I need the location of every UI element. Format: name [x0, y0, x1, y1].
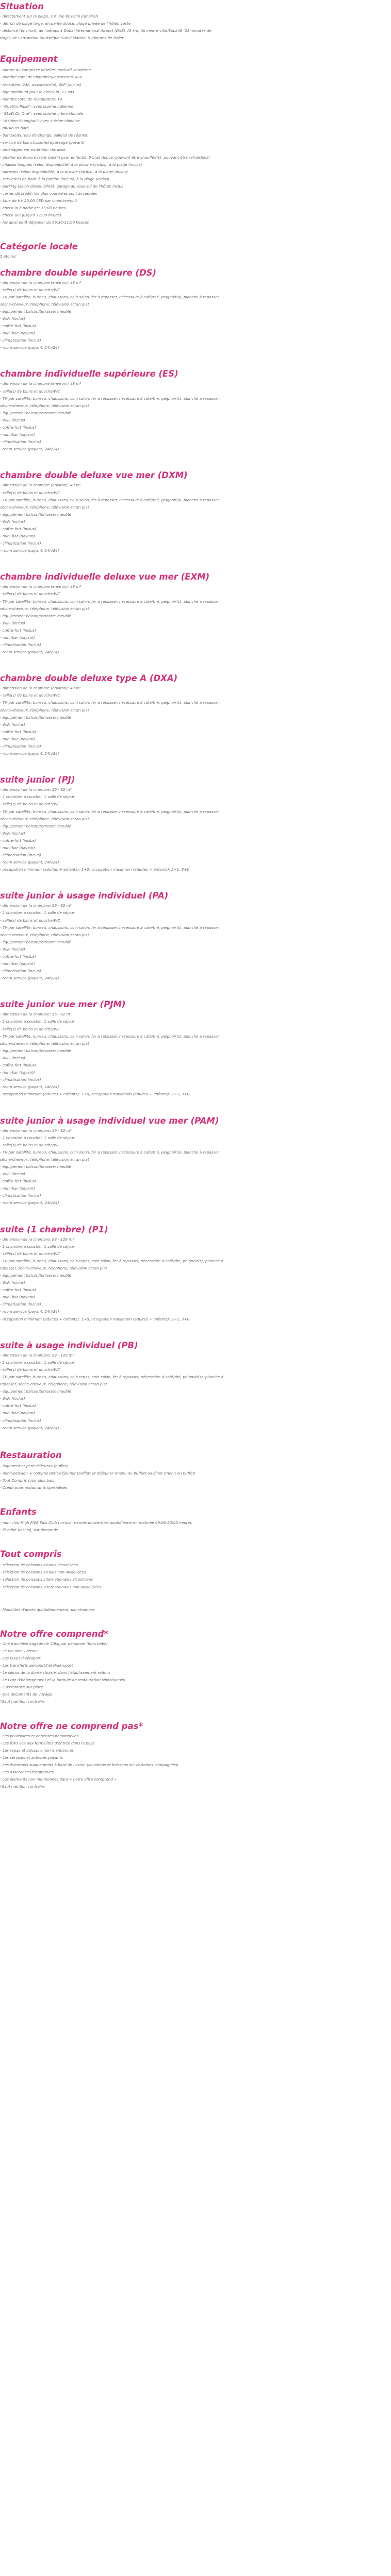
list-item: - Le type d'hébergement et la formule de restauration sélectionnés — [0, 1677, 125, 1683]
list-item: - mini-bar (payant) — [0, 1295, 35, 1300]
section-title-suite-usage-individuel: suite à usage individuel (PB) — [0, 1340, 138, 1350]
list-item: - service de blanchisserie/repassage (payant) — [0, 140, 85, 145]
section-lines-chambre-double-deluxe-vue-mer — [0, 482, 391, 554]
list-item: trajet, de l'attraction touristique Dubai Marina: 5 minutes de trajet — [0, 36, 124, 41]
list-item: - coffre-fort (inclus) — [0, 1403, 36, 1409]
section-lines-notre-offre-ne-comprend-pas — [0, 1733, 391, 1791]
list-item: - "Maiden Shanghai": avec cuisine chinoise — [0, 118, 80, 124]
list-item: - climatisation (inclus) — [0, 338, 41, 343]
section-chambre-double-deluxe-vue-mer — [0, 470, 391, 554]
section-title-equipement: Equipement — [0, 54, 58, 64]
section-restauration — [0, 1450, 391, 1492]
list-item: - dimension de la chambre: 56 - 82 m² — [0, 903, 72, 908]
list-item: *Sauf mention contraire — [0, 1784, 45, 1789]
list-item: - occupation minimum (adultes + enfants): 1+0, occupation maximum (adultes + enfants): 2+1, 3+0 — [0, 1092, 190, 1097]
section-suite-junior-vue-mer — [0, 999, 391, 1098]
section-lines-categorie-locale — [0, 253, 391, 260]
section-title-chambre-double-deluxe-vue-mer: chambre double deluxe vue mer (DXM) — [0, 470, 188, 481]
list-item: - coffre-fort (inclus) — [0, 324, 36, 329]
list-item: - dimension de la chambre (environ): 48 m² — [0, 280, 82, 285]
section-title-categorie-locale: Catégorie locale — [0, 242, 78, 252]
list-item: - mini-bar (payant) — [0, 1070, 35, 1075]
section-lines-enfants — [0, 1519, 391, 1534]
list-item: - "BLVD On One": avec cuisine internationale — [0, 111, 84, 116]
list-item: - coffre-fort (inclus) — [0, 526, 36, 531]
list-item: - coffre-fort (inclus) — [0, 425, 36, 430]
list-item: - équipement balcon/terrasse: meublé — [0, 1273, 71, 1278]
list-item: sèche-cheveux, téléphone, télévision écran plat — [0, 504, 89, 510]
list-item: - TV par satellite, bureau, chaussons, coin salon, fer à repasser, nécessaire à café/thé, peignoir(s), planche à repasser, — [0, 809, 220, 814]
list-item: - salle(s) de bains et douche/WC — [0, 490, 60, 495]
list-item: - équipement balcon/terrasse: meublé — [0, 1164, 71, 1169]
section-title-suite-1-chambre: suite (1 chambre) (P1) — [0, 1224, 108, 1234]
list-item: sèche-cheveux, téléphone, télévision écran plat — [0, 1041, 89, 1046]
list-item: - banque/bureau de change, salle(s) de réunion — [0, 133, 89, 138]
list-item: - room service (payant, 24h/24) — [0, 1425, 59, 1430]
list-item: - équipement balcon/terrasse: meublé — [0, 1389, 71, 1394]
list-item: - salle(s) de bains et douche/WC — [0, 388, 60, 394]
list-item: - room service (payant, 24h/24) — [0, 1309, 59, 1314]
section-title-chambre-double-deluxe-type-a: chambre double deluxe type A (DXA) — [0, 673, 178, 684]
section-categorie-locale — [0, 242, 391, 260]
list-item: - équipement balcon/terrasse: meublé — [0, 512, 71, 517]
list-item: sèche-cheveux, téléphone, télévision écran plat — [0, 403, 89, 408]
list-item: - WiFi (inclus) — [0, 831, 25, 836]
list-item: - aménagement extérieur: terrasse — [0, 147, 66, 152]
list-item: - WiFi (inclus) — [0, 417, 25, 422]
list-item: - room service (payant, 24h/24) — [0, 548, 59, 553]
list-item: sèche-cheveux, téléphone, télévision écran plat — [0, 1157, 89, 1162]
list-item: - WiFi (inclus) — [0, 1280, 25, 1285]
list-item: repasser, sèche-cheveux, téléphone, télévision écran plat — [0, 1382, 107, 1387]
list-item: - sélection de boissons locales alcoolisées — [0, 1563, 78, 1568]
list-item: - Le vol aller / retour — [0, 1648, 38, 1653]
section-title-chambre-individuelle-deluxe-vue-mer: chambre individuelle deluxe vue mer (EXM) — [0, 572, 210, 582]
list-item: - piscine extérieure (sans bassin pour enfants): 5 bras douce, pouvant être chauffée(s), pouvant être rafraichies( — [0, 155, 210, 160]
list-item: - mini-bar (payant) — [0, 1411, 35, 1416]
section-notre-offre-comprend — [0, 1629, 391, 1706]
section-title-chambre-individuelle-superieure: chambre individuelle supérieure (ES) — [0, 369, 178, 379]
section-equipement — [0, 54, 391, 226]
list-item: - coffre-fort (inclus) — [0, 1287, 36, 1293]
list-item: - Tout Compris (voir plus bas) — [0, 1478, 55, 1483]
list-item: - équipement balcon/terrasse: meublé — [0, 715, 71, 720]
section-title-enfants: Enfants — [0, 1507, 37, 1517]
section-lines-chambre-individuelle-superieure — [0, 380, 391, 453]
list-item: - coffre-fort (inclus) — [0, 838, 36, 843]
list-item: - Le séjour de la durée choisie, dans l'établissement retenu — [0, 1670, 110, 1675]
section-lines-chambre-double-superieure — [0, 279, 391, 352]
list-item: - mini-bar (payant) — [0, 736, 35, 741]
list-item: - parking (selon disponibilité): garage au sous-sol de l'hôtel: inclus — [0, 183, 123, 189]
list-item: - nature du complexe hôtelier: exclusif, moderne — [0, 67, 91, 73]
section-chambre-double-superieure — [0, 268, 391, 352]
list-item: - room service (payant, 24h/24) — [0, 976, 59, 981]
list-item: - salle(s) de bains et douche/WC — [0, 918, 60, 923]
list-item: - climatisation (inclus) — [0, 744, 41, 749]
section-enfants — [0, 1507, 391, 1534]
section-title-restauration: Restauration — [0, 1450, 62, 1460]
section-suite-junior — [0, 775, 391, 873]
section-lines-suite-1-chambre — [0, 1236, 391, 1323]
list-item: - mini-bar (payant) — [0, 845, 35, 850]
list-item: sèche-cheveux, téléphone, télévision écran plat — [0, 606, 89, 611]
list-item: - WiFi (inclus) — [0, 519, 25, 524]
list-item: - climatisation (inclus) — [0, 439, 41, 445]
list-item: - TV par satellite, bureau, chaussons, coin salon, fer à repasser, nécessaire à café/thé, peignoir(s), planche à repasser, — [0, 599, 220, 604]
list-item: - coffre-fort (inclus) — [0, 954, 36, 959]
list-item: - Les pourboires et dépenses personnelles — [0, 1733, 79, 1738]
section-title-suite-junior-usage-individuel: suite junior à usage individuel (PA) — [0, 891, 169, 901]
list-item: - nombre total de restaurants: 14 — [0, 96, 62, 101]
section-title-suite-junior-vue-mer: suite junior vue mer (PJM) — [0, 999, 126, 1010]
section-lines-chambre-double-deluxe-type-a — [0, 685, 391, 757]
list-item: - occupation minimum (adultes + enfants): 1+0, occupation maximum (adultes + enfants): 2+1, 3+0 — [0, 867, 190, 872]
list-item: - salle(s) de bains et douche/WC — [0, 287, 60, 292]
list-item: - WiFi (inclus) — [0, 946, 25, 952]
list-item: - dimension de la chambre: 56 - 82 m² — [0, 787, 72, 792]
list-item: - room service (payant, 24h/24) — [0, 345, 59, 350]
list-item: - 1 chambre à coucher, 1 salle de séjour — [0, 1135, 75, 1140]
section-lines-restauration — [0, 1463, 391, 1492]
list-item: repasser, sèche-cheveux, téléphone, télévision écran plat — [0, 1265, 107, 1270]
list-item: - check-in à partir de: 15:00 heures — [0, 206, 66, 211]
section-title-situation: Situation — [0, 2, 44, 11]
section-title-chambre-double-superieure: chambre double supérieure (DS) — [0, 267, 157, 278]
list-item: - mini-bar (payant) — [0, 534, 35, 539]
list-item: - TV par satellite, bureau, chaussons, coin repas, coin salon, fer à repasser, nécessaire à café/thé, peignoir(s), planche à — [0, 1374, 224, 1379]
list-item: - dimension de la chambre: 56 - 82 m² — [0, 1128, 72, 1133]
list-item: - climatisation (inclus) — [0, 1077, 41, 1082]
list-item: - climatisation (inclus) — [0, 1418, 41, 1423]
list-item: - équipement balcon/terrasse: meublé — [0, 410, 71, 415]
list-item: - TV par satellite, bureau, chaussons, coin salon, fer à repasser, nécessaire à café/thé, peignoir(s), planche à repasser, — [0, 294, 220, 299]
list-item: - dimension de la chambre (environ): 48 m² — [0, 483, 82, 488]
list-item: - coffre-fort (inclus) — [0, 628, 36, 633]
list-item: - L'assistance sur place — [0, 1685, 43, 1690]
section-suite-junior-usage-individuel-vue-mer — [0, 1116, 391, 1207]
list-item: - dimension de la chambre (environ): 48 m² — [0, 584, 82, 589]
list-item: - mini club High FIVE Kids Club (inclus), heures douverture quotidienne en matinée 09:00-20:00 heures — [0, 1520, 192, 1526]
list-item: - Les éventuels suppléments à bord de l'avion (collations et boissons sur certaines compagnies) — [0, 1762, 178, 1767]
list-item: - salle(s) de bains et douche/WC — [0, 802, 60, 807]
list-item: - équipement balcon/terrasse: meublé — [0, 939, 71, 944]
list-item: - Les éléments non mentionnés dans « notre offre comprend » — [0, 1777, 117, 1782]
list-item: - détroit de plage large, en pente douce, plage privée de l'hôtel: vaste — [0, 21, 131, 26]
list-item: sèche-cheveux, téléphone, télévision écran plat — [0, 816, 89, 821]
list-item: - room service (payant, 24h/24) — [0, 650, 59, 655]
list-item: - coffre-fort (inclus) — [0, 729, 36, 734]
list-item: - mini-bar (payant) — [0, 432, 35, 437]
list-item: 5 étoiles — [0, 254, 16, 259]
list-item: - mini-bar (payant) — [0, 331, 35, 336]
list-item: - sélection de boissons internationales alcoolisées — [0, 1577, 93, 1582]
section-chambre-individuelle-deluxe-vue-mer — [0, 572, 391, 656]
section-lines-notre-offre-comprend — [0, 1640, 391, 1706]
list-item: - les ainsi petit-déjeuner du 06:30-11:00 heures — [0, 220, 89, 225]
list-item: - room service (payant, 24h/24) — [0, 751, 59, 756]
list-item: - salle(s) de bains et douche/WC — [0, 693, 60, 698]
list-item: - Une franchise bagage de 23kg par personne (hors bébé) — [0, 1641, 108, 1646]
list-item: - serviettes de bain: à la piscine (inclus), à la plage (inclus) — [0, 176, 110, 181]
list-item: - climatisation (inclus) — [0, 969, 41, 974]
section-lines-tout-compris — [0, 1562, 391, 1590]
section-lines-suite-usage-individuel — [0, 1352, 391, 1432]
list-item: - sélection de boissons locales non alcoolisées — [0, 1570, 86, 1575]
list-item: - WiFi (inclus) — [0, 722, 25, 727]
list-item: - WiFi (inclus) — [0, 1055, 25, 1060]
list-item: - TV par satellite, bureau, chaussons, coin salon, fer à repasser, nécessaire à café/thé, peignoir(s), planche à repasser, — [0, 396, 220, 401]
section-tout-compris — [0, 1549, 391, 1590]
list-item: - room service (payant, 24h/24) — [0, 1084, 59, 1090]
list-item: - salle(s) de bains et douche/WC — [0, 591, 60, 597]
list-item: - salle(s) de bains et douche/WC — [0, 1026, 60, 1031]
list-item: - réception: 24h, assistance(s), WiFi (inclus) — [0, 82, 82, 87]
list-item: - Crédit pour restaurants spécialisés — [0, 1485, 68, 1490]
section-lines-chambre-individuelle-deluxe-vue-mer — [0, 583, 391, 656]
list-item: - salle(s) de bains et douche/WC — [0, 1251, 60, 1256]
list-item: - logement et petit-déjeuner (buffet) — [0, 1463, 68, 1468]
list-item: - plusieurs bars — [0, 126, 29, 131]
list-item: - dimension de la chambre: 56 - 82 m² — [0, 1012, 72, 1017]
list-item: - équipement balcon/terrasse: meublé — [0, 1048, 71, 1053]
section-lines-suite-junior — [0, 786, 391, 873]
list-item: - Les transferts aéroport/hôtel/aéroport — [0, 1663, 73, 1668]
list-item: - mini-bar (payant) — [0, 1186, 35, 1191]
list-item: - 1 chambre à coucher, 1 salle de séjour — [0, 1244, 75, 1249]
list-item: - Les services et activités payants — [0, 1755, 63, 1760]
list-item: - directement sur la plage, sur une île Palm Jumeirah — [0, 14, 98, 19]
section-title-notre-offre-ne-comprend-pas: Notre offre ne comprend pas* — [0, 1721, 143, 1731]
list-item: - TV par satellite, bureau, chaussons, coin repas, coin salon, fer à repasser, nécessaire à café/thé, peignoir(s), planche à — [0, 1258, 224, 1263]
list-item: - WiFi (inclus) — [0, 620, 25, 625]
list-item: - occupation minimum (adultes + enfants): 1+0, occupation maximum (adultes + enfants): 2+1, 3+0 — [0, 1316, 190, 1321]
list-item: - salle(s) de bains et douche/WC — [0, 1367, 60, 1372]
section-chambre-individuelle-superieure — [0, 369, 391, 453]
section-lines-tout-compris-note — [0, 1606, 391, 1614]
list-item: - room service (payant, 24h/24) — [0, 447, 59, 452]
section-lines-situation — [0, 13, 391, 42]
list-item: - dimension de la chambre (environ): 48 m² — [0, 381, 82, 386]
list-item: - dimension de la chambre (environ): 48 m² — [0, 686, 82, 691]
list-item: - TV par satellite, bureau, chaussons, coin salon, fer à repasser, nécessaire à café/thé, peignoir(s), planche à repasser, — [0, 497, 220, 502]
list-item: - équipement balcon/terrasse: meublé — [0, 823, 71, 828]
list-item: - sélection de boissons internationales non alcoolisées — [0, 1584, 101, 1589]
list-item: - équipement balcon/terrasse: meublé — [0, 613, 71, 618]
list-item: - lit bébé (inclus), sur demande — [0, 1528, 58, 1533]
list-item: - Les taxes d'aéroport — [0, 1655, 41, 1660]
list-item: - dimension de la chambre: 98 - 129 m² — [0, 1236, 74, 1242]
list-item: - WiFi (inclus) — [0, 1396, 25, 1401]
section-suite-usage-individuel — [0, 1341, 391, 1432]
list-item: - parasols (selon disponibilité) à la piscine (inclus), à la plage (inclus) — [0, 169, 128, 174]
list-item: - room service (payant, 24h/24) — [0, 860, 59, 865]
list-item: - demi-pension, y compris petit-déjeuner (buffet) et déjeuner (menu ou buffet) ou dîner (menu ou buffet) — [0, 1470, 196, 1476]
section-chambre-double-deluxe-type-a — [0, 673, 391, 757]
list-item: - mini-bar (payant) — [0, 961, 35, 967]
list-item: - climatisation (inclus) — [0, 853, 41, 858]
list-item: - équipement balcon/terrasse: meublé — [0, 309, 71, 314]
list-item: - distance (environ): de l'aéroport Dubai International Airport (DXB) 45 km, du centre-ville/Souk46, 25 minutes de — [0, 28, 211, 33]
list-item: - Les frais liés aux formalités d'entrée dans le pays — [0, 1740, 95, 1745]
list-item: - TV par satellite, bureau, chaussons, coin salon, fer à repasser, nécessaire à café/thé, peignoir(s), planche à repasser, — [0, 700, 220, 705]
list-item: - climatisation (inclus) — [0, 541, 41, 546]
list-item: - room service (payant, 24h/24) — [0, 1200, 59, 1206]
list-item: - 1 chambre à coucher, 1 salle de séjour — [0, 1360, 75, 1365]
list-item: - TV par satellite, bureau, chaussons, coin salon, fer à repasser, nécessaire à café/thé, peignoir(s), planche à repasser, — [0, 1033, 220, 1039]
list-item: - WiFi (inclus) — [0, 1172, 25, 1177]
list-item: - 1 chambre à coucher, 1 salle de séjour — [0, 910, 75, 916]
section-lines-suite-junior-usage-individuel-vue-mer — [0, 1127, 391, 1207]
list-item: - climatisation (inclus) — [0, 1193, 41, 1198]
section-title-notre-offre-comprend: Notre offre comprend* — [0, 1629, 108, 1639]
section-tout-compris-note — [0, 1606, 391, 1614]
list-item: - chaises longues (selon disponibilité) à la piscine (inclus), à la plage (inclus) — [0, 162, 142, 167]
section-lines-suite-junior-usage-individuel — [0, 902, 391, 982]
list-item: - Les assurances facultatives — [0, 1770, 54, 1775]
list-item: - Des documents de voyage — [0, 1692, 52, 1697]
list-item: - salle(s) de bains et douche/WC — [0, 1142, 60, 1147]
list-item: - taux de tri: 20,00 AED par chambre/nuit — [0, 198, 77, 204]
list-item: - âge minimum pour le check-in: 21 ans — [0, 89, 74, 94]
list-item: sèche-cheveux, téléphone, télévision écran plat — [0, 932, 89, 937]
list-item: - TV par satellite, bureau, chaussons, coin salon, fer à repasser, nécessaire à café/thé, peignoir(s), planche à repasser, — [0, 925, 220, 930]
list-item: - Les repas et boissons non mentionnés — [0, 1748, 74, 1753]
section-situation — [0, 2, 391, 42]
list-item: sèche-cheveux, téléphone, télévision écran plat — [0, 301, 89, 307]
list-item: - WiFi (inclus) — [0, 316, 25, 321]
list-item: - dimension de la chambre: 98 - 129 m² — [0, 1352, 74, 1358]
list-item: - cartes de crédit: les plus courantes sont acceptées — [0, 191, 97, 196]
list-item: - check-out jusqu'à 12:00 heures — [0, 213, 61, 218]
list-item: - TV par satellite, bureau, chaussons, coin salon, fer à repasser, nécessaire à café/thé, peignoir(s), planche à repasser, — [0, 1149, 220, 1155]
section-suite-1-chambre — [0, 1225, 391, 1323]
section-title-suite-junior-usage-individuel-vue-mer: suite junior à usage individuel vue mer (PAM) — [0, 1115, 219, 1126]
list-item: - coffre-fort (inclus) — [0, 1063, 36, 1068]
section-suite-junior-usage-individuel — [0, 891, 391, 982]
list-item: sèche-cheveux, téléphone, télévision écran plat — [0, 707, 89, 713]
list-item: - climatisation (inclus) — [0, 1302, 41, 1307]
section-notre-offre-ne-comprend-pas — [0, 1721, 391, 1791]
section-title-suite-junior: suite junior (PJ) — [0, 775, 75, 785]
list-item: - 1 chambre à coucher, 1 salle de séjour — [0, 1019, 75, 1024]
list-item: - coffre-fort (inclus) — [0, 1179, 36, 1184]
list-item: - Modalités d'accès quotidiennement, par chambre — [0, 1607, 95, 1612]
list-item: *Sauf mention contraire — [0, 1699, 45, 1704]
list-item: - mini-bar (payant) — [0, 635, 35, 640]
section-title-tout-compris: Tout compris — [0, 1549, 62, 1560]
section-lines-suite-junior-vue-mer — [0, 1011, 391, 1098]
list-item: - 1 chambre à coucher, 1 salle de séjour — [0, 794, 75, 800]
list-item: - nombre total de chambres/logements: 470 — [0, 75, 83, 80]
section-lines-equipement — [0, 66, 391, 226]
list-item: - "Quattro Passi": avec cuisine italienne — [0, 104, 74, 109]
list-item: - climatisation (inclus) — [0, 642, 41, 648]
